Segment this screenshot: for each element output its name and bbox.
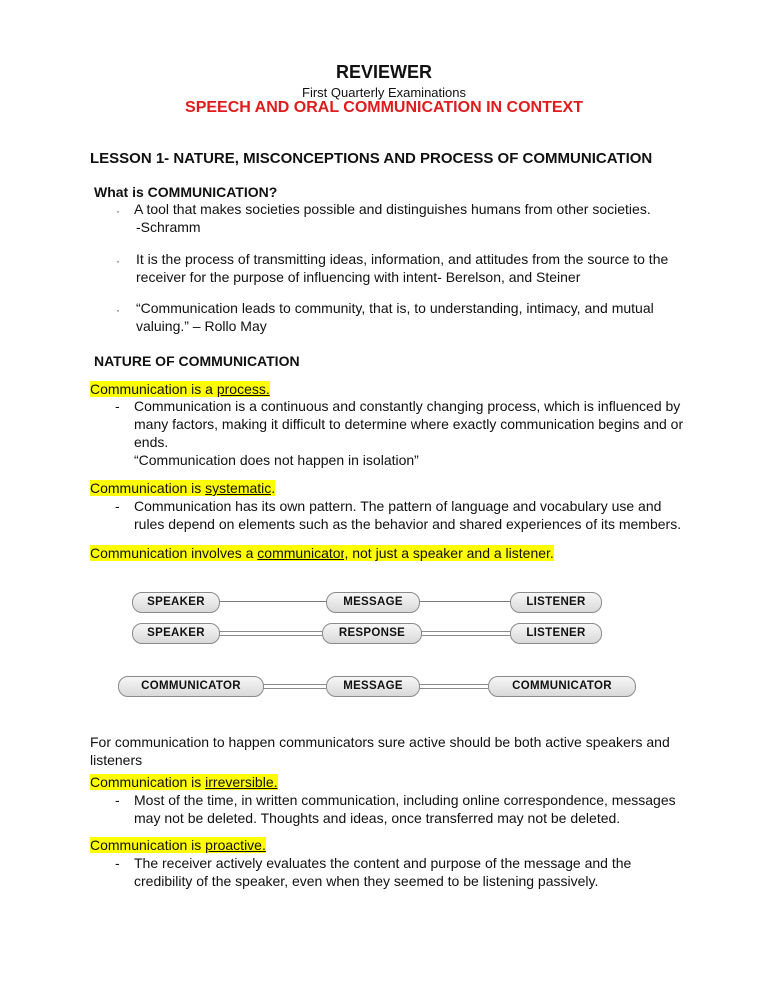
bullet-symbol: · <box>116 204 120 218</box>
communicator-node: COMMUNICATOR <box>488 676 636 697</box>
connector-arrow <box>418 601 510 602</box>
listener-node: LISTENER <box>510 592 602 613</box>
definition-2-line2: receiver for the purpose of influencing with intent- Berelson, and Steiner <box>136 269 581 285</box>
bullet-symbol: · <box>116 254 120 268</box>
definition-3-line2: valuing.” – Rollo May <box>136 318 267 334</box>
process-prefix: Communication is a <box>90 381 217 397</box>
systematic-line1: Communication has its own pattern. The pattern of language and vocabulary use and <box>134 498 662 514</box>
bullet-symbol: · <box>116 303 120 317</box>
document-title: REVIEWER <box>335 62 432 82</box>
connector-arrow <box>262 684 326 689</box>
connector-arrow <box>420 631 510 636</box>
irreversible-line1: Most of the time, in written communication, including online correspondence, messages <box>134 792 676 808</box>
dash-bullet: - <box>115 792 120 808</box>
process-line3: ends. <box>134 434 169 450</box>
process-line4: “Communication does not happen in isolation” <box>134 452 419 468</box>
systematic-prefix: Communication is <box>90 480 206 496</box>
systematic-keyword: systematic <box>205 480 272 496</box>
connector-arrow <box>418 684 488 689</box>
active-communicators-line2: listeners <box>90 752 143 768</box>
communicator-prefix: Communication involves a <box>90 545 258 561</box>
process-keyword: process. <box>216 381 270 397</box>
irreversible-prefix: Communication is <box>90 774 206 790</box>
definition-1-line2: -Schramm <box>136 219 201 235</box>
systematic-suffix: . <box>271 480 276 496</box>
message-node: MESSAGE <box>326 592 420 613</box>
systematic-heading <box>90 480 275 498</box>
definition-1-line1: A tool that makes societies possible and distinguishes humans from other societies. <box>134 201 651 217</box>
dash-bullet: - <box>115 398 120 414</box>
definition-2-line1: It is the process of transmitting ideas, information, and attitudes from the source to the <box>136 251 669 267</box>
message-node: MESSAGE <box>326 676 420 697</box>
systematic-line2: rules depend on elements such as the behavior and shared experiences of its members. <box>134 516 682 532</box>
connector-arrow <box>218 631 322 636</box>
definition-3-line1: “Communication leads to community, that is, to understanding, intimacy, and mutual <box>136 300 654 316</box>
communicator-keyword: communicator <box>257 545 345 561</box>
process-line1: Communication is a continuous and constantly changing process, which is influenced by <box>134 398 681 414</box>
document-subtitle: First Quarterly Examinations <box>302 85 466 100</box>
irreversible-keyword: irreversible. <box>205 774 278 790</box>
proactive-line2: credibility of the speaker, even when they seemed to be listening passively. <box>134 873 599 889</box>
process-line2: many factors, making it difficult to determine where exactly communication begins and or <box>134 416 684 432</box>
what-is-heading: What is COMMUNICATION? <box>94 184 278 200</box>
listener-node: LISTENER <box>510 623 602 644</box>
speaker-node: SPEAKER <box>132 623 220 644</box>
irreversible-heading <box>90 774 278 792</box>
communicator-heading <box>90 545 554 563</box>
proactive-line1: The receiver actively evaluates the content and purpose of the message and the <box>134 855 632 871</box>
communicator-suffix: , not just a speaker and a listener. <box>344 545 554 561</box>
course-title: SPEECH AND ORAL COMMUNICATION IN CONTEXT <box>185 99 583 116</box>
nature-heading: NATURE OF COMMUNICATION <box>94 353 300 369</box>
proactive-prefix: Communication is <box>90 837 206 853</box>
response-node: RESPONSE <box>322 623 422 644</box>
irreversible-line2: may not be deleted. Thoughts and ideas, once transferred may not be deleted. <box>134 810 621 826</box>
speaker-node: SPEAKER <box>132 592 220 613</box>
active-communicators-line1: For communication to happen communicators sure active should be both active speakers and <box>90 734 670 750</box>
dash-bullet: - <box>115 855 120 871</box>
proactive-heading <box>90 837 266 855</box>
communicator-node: COMMUNICATOR <box>118 676 264 697</box>
dash-bullet: - <box>115 498 120 514</box>
process-heading <box>90 381 270 399</box>
connector-arrow <box>218 601 326 602</box>
lesson-heading: LESSON 1- NATURE, MISCONCEPTIONS AND PROCESS OF COMMUNICATION <box>90 150 653 167</box>
proactive-keyword: proactive. <box>205 837 266 853</box>
